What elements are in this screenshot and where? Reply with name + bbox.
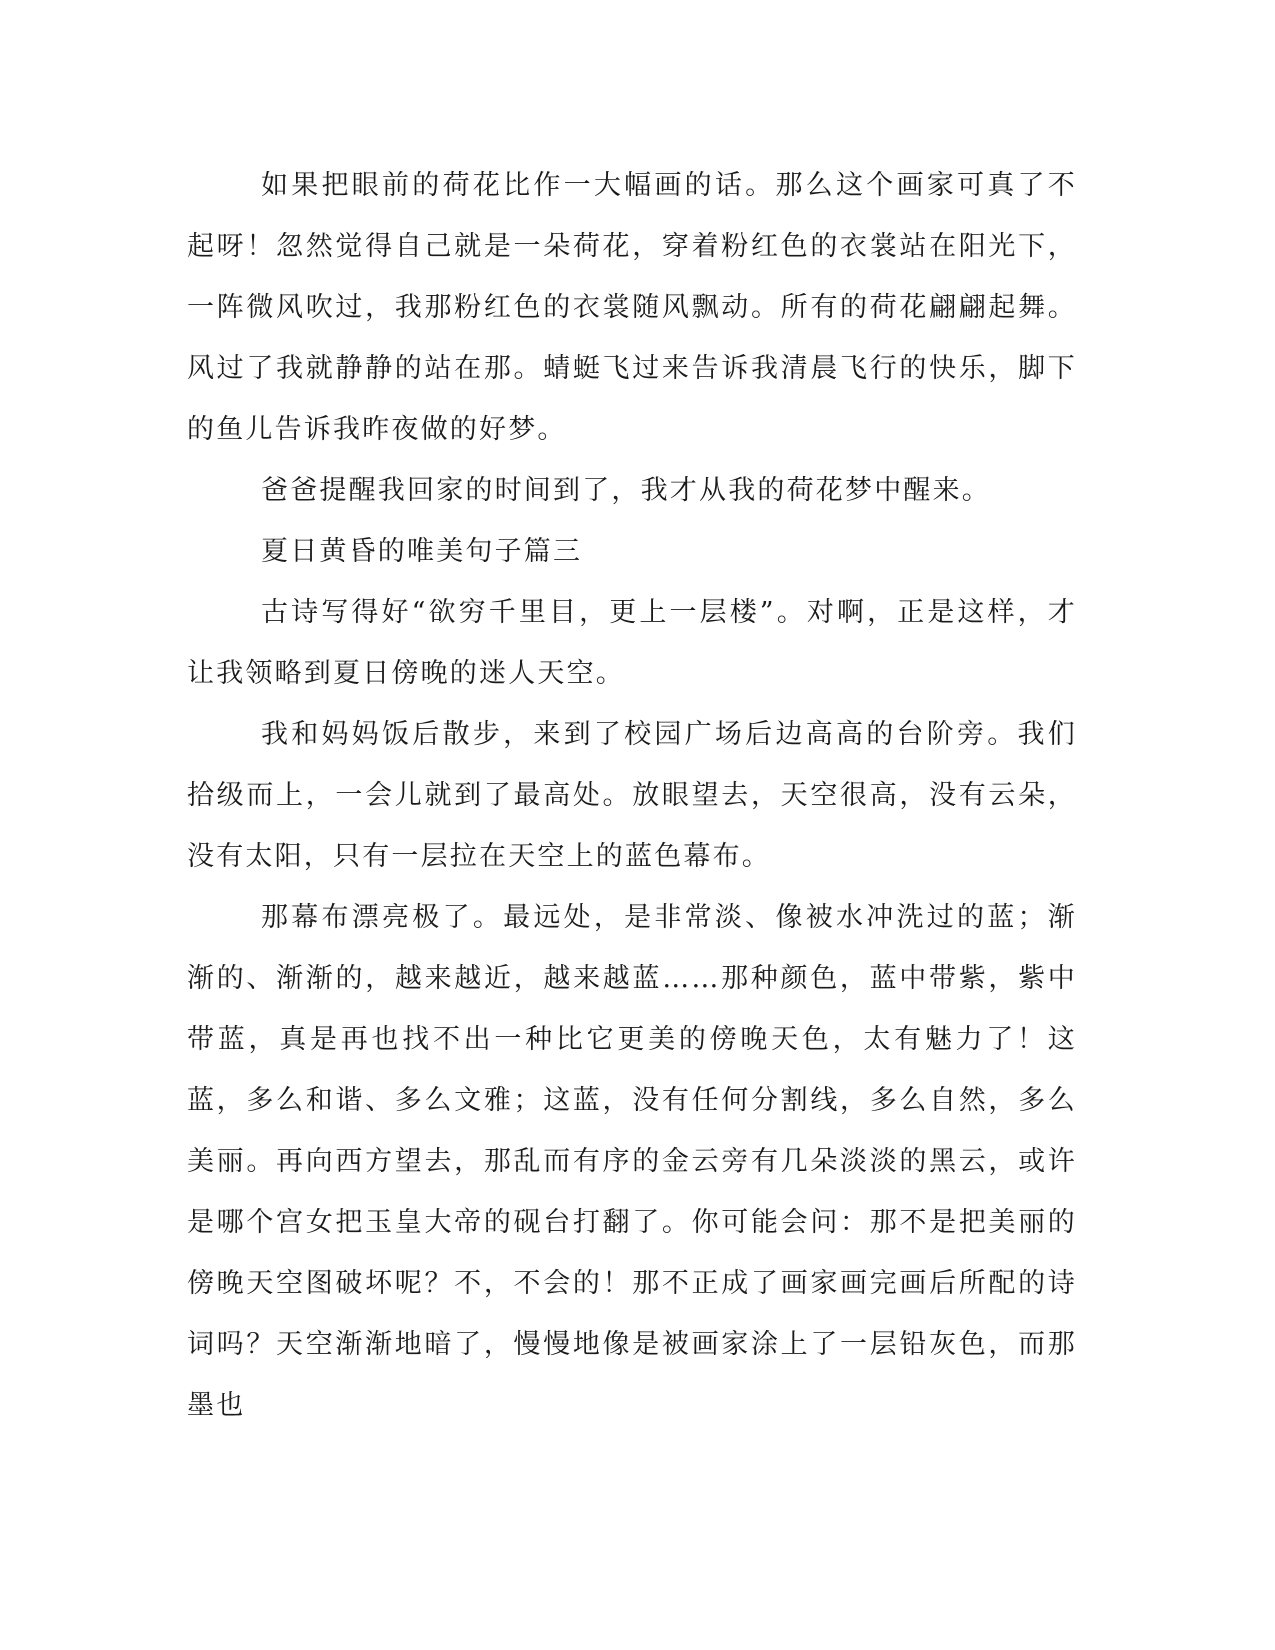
paragraph-ancient-poem: 古诗写得好“欲穷千里目，更上一层楼”。对啊，正是这样，才让我领略到夏日傍晚的迷人天空。 — [187, 597, 1077, 689]
paragraph-lotus-dream: 如果把眼前的荷花比作一大幅画的话。那么这个画家可真了不起呀！忽然觉得自己就是一朵荷花，穿着粉红色的衣裳站在阳光下，一阵微风吹过，我那粉红色的衣裳随风飘动。所有的荷花翩翩起舞。风过了我就静静的站在那。蜻蜓飞过来告诉我清晨飞行的快乐，脚下的鱼儿告诉我昨夜做的好梦。 — [187, 170, 1077, 445]
paragraph-father-reminder: 爸爸提醒我回家的时间到了，我才从我的荷花梦中醒来。 — [261, 475, 991, 506]
document-body — [187, 155, 1077, 1436]
paragraph-blue-curtain: 那幕布漂亮极了。最远处，是非常淡、像被水冲洗过的蓝；渐渐的、渐渐的，越来越近，越来越蓝……那种颜色，蓝中带紫，紫中带蓝，真是再也找不出一种比它更美的傍晚天色，太有魅力了！这蓝，多么和谐、多么文雅；这蓝，没有任何分割线，多么自然，多么美丽。再向西方望去，那乱而有序的金云旁有几朵淡淡的黑云，或许是哪个宫女把玉皇大帝的砚台打翻了。你可能会问：那不是把美丽的傍晚天空图破坏呢？不，不会的！那不正成了画家画完画后所配的诗词吗？天空渐渐地暗了，慢慢地像是被画家涂上了一层铅灰色，而那墨也 — [187, 902, 1077, 1421]
section-heading: 夏日黄昏的唯美句子篇三 — [261, 536, 583, 567]
paragraph-evening-walk: 我和妈妈饭后散步，来到了校园广场后边高高的台阶旁。我们拾级而上，一会儿就到了最高处。放眼望去，天空很高，没有云朵，没有太阳，只有一层拉在天空上的蓝色幕布。 — [187, 719, 1077, 872]
